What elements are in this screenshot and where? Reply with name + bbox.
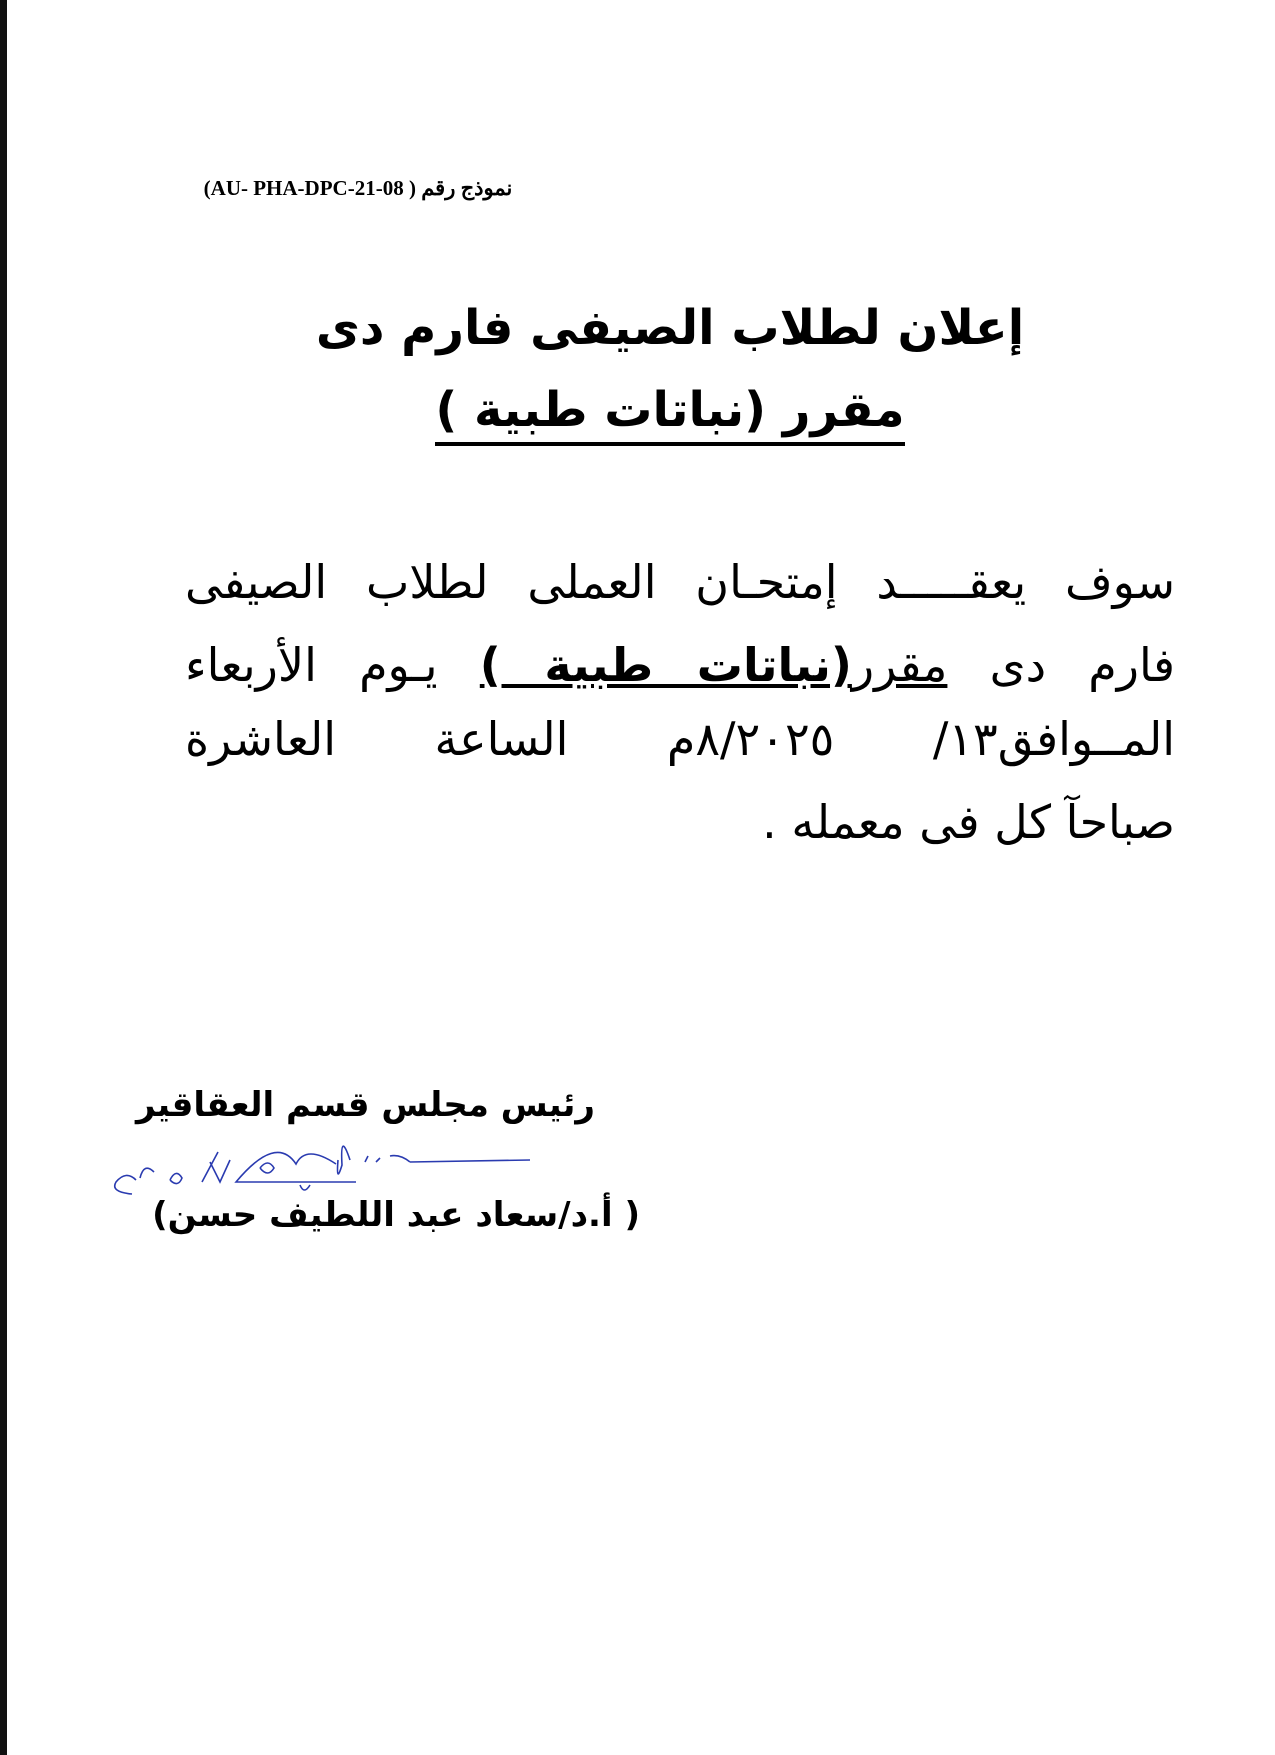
form-number: نموذج رقم ( AU- PHA-DPC-21-08) (203, 176, 513, 200)
course-label: مقرر (851, 638, 948, 692)
course-title (300, 382, 1040, 438)
body-line-4: صباحآ كل فى معمله . (762, 795, 1175, 849)
body-text: فارم دى (947, 638, 1176, 692)
scan-edge (0, 0, 7, 1755)
course-name: (نباتات طبية ) (479, 638, 852, 692)
signatory-title: رئيس مجلس قسم العقاقير (136, 1085, 595, 1125)
body-line-1: سوف يعقـــــد إمتحـان العملى لطلاب الصيفى (185, 555, 1175, 609)
signatory-name: ( أ.د/سعاد عبد اللطيف حسن) (152, 1195, 640, 1235)
handwritten-signature (110, 1130, 630, 1200)
course-title-text: مقرر (نباتات طبية ) (435, 382, 904, 446)
body-text: يـوم الأربعاء (185, 638, 480, 692)
body-line-2 (185, 638, 1175, 692)
announcement-title: إعلان لطلاب الصيفى فارم دى (315, 300, 1025, 356)
body-line-3: المــوافق١٣/ ٨/٢٠٢٥م الساعة العاشرة (185, 712, 1175, 766)
